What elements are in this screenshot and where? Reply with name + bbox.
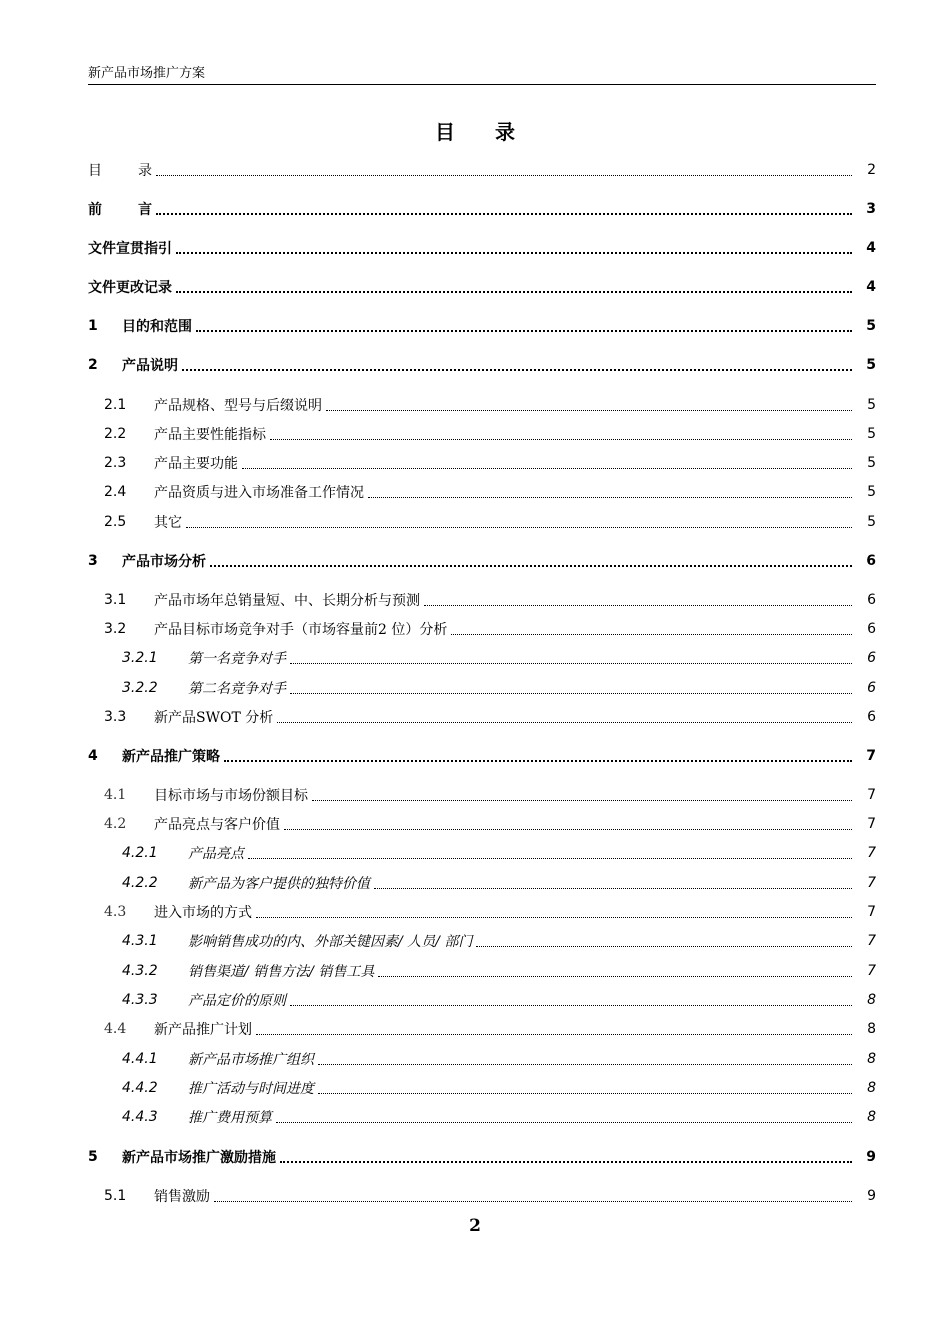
toc-entry-number: 2.1 [104,397,127,413]
toc-entry-number: 2.5 [104,514,127,530]
toc-entry[interactable] [88,1047,876,1071]
toc-entry-title: 目的和范围 [122,319,192,335]
toc-leader-dots [476,946,852,947]
toc-leader-dots [284,829,852,830]
toc-leader-dots [277,722,852,723]
toc-leader-dots [156,213,852,215]
toc-leader-dots [290,663,852,664]
toc-entry-title: 新产品推广策略 [122,749,220,765]
page-header: 新产品市场推广方案 [88,64,876,85]
toc-entry-number: 4.1 [104,787,127,803]
toc-entry-page: 3 [866,201,876,217]
toc-entry-number: 4.3.2 [122,963,158,979]
toc-leader-dots [256,917,852,918]
toc-entry-page: 7 [867,875,876,891]
toc-entry-title: 新产品推广计划 [154,1022,252,1038]
toc-entry-page: 5 [867,484,876,500]
toc-title: 目录 [435,120,555,144]
toc-entry-page: 4 [866,240,876,256]
toc-entry-title: 进入市场的方式 [154,905,252,921]
toc-entry-title: 第一名竞争对手 [188,651,286,667]
toc-leader-dots [368,497,852,498]
toc-entry-number: 4.4.3 [122,1109,158,1125]
toc-entry[interactable] [88,422,876,446]
toc-entry[interactable] [88,314,876,338]
toc-entry-page: 8 [867,1109,876,1125]
toc-entry-page: 5 [866,318,876,334]
toc-entry-number: 4.2.2 [122,875,158,891]
toc-entry-title: 产品说明 [122,358,178,374]
toc-entry-page: 8 [867,1021,876,1037]
toc-entry-number: 4.3 [104,904,127,920]
toc-entry-page: 8 [867,1080,876,1096]
toc-entry-number: 2.4 [104,484,127,500]
toc-entry-page: 7 [867,933,876,949]
toc-entry[interactable] [88,705,876,729]
toc-entry-page: 7 [867,845,876,861]
toc-entry-page: 9 [866,1149,876,1165]
toc-leader-dots [378,976,852,977]
toc-entry-page: 9 [867,1188,876,1204]
toc-leader-dots [196,330,852,332]
toc-entry-title: 言 [138,202,152,218]
toc-entry-number: 3.2.1 [122,650,158,666]
toc-entry-title: 产品市场年总销量短、中、长期分析与预测 [154,593,420,609]
toc-entry-title: 产品亮点 [188,846,244,862]
toc-leader-dots [326,410,852,411]
toc-entry-title: 销售激励 [154,1189,210,1205]
toc-entry[interactable] [88,676,876,700]
toc-entry-number: 4.3.1 [122,933,158,949]
toc-leader-dots [176,291,852,293]
toc-entry[interactable] [88,549,876,573]
toc-entry-page: 2 [867,162,876,178]
toc-entry-page: 6 [866,553,876,569]
toc-leader-dots [280,1161,852,1163]
toc-entry-page: 5 [867,426,876,442]
toc-entry[interactable] [88,451,876,475]
toc-entry[interactable] [88,275,876,299]
toc-entry-page: 7 [867,787,876,803]
page-number: 2 [469,1216,481,1236]
toc-entry-number: 4.2 [104,816,127,832]
toc-entry-title: 第二名竞争对手 [188,681,286,697]
toc-entry-title: 产品亮点与客户价值 [154,817,280,833]
toc-entry[interactable] [88,646,876,670]
toc-entry[interactable] [88,812,876,836]
toc-entry-title: 产品市场分析 [122,554,206,570]
toc-entry-page: 6 [867,650,876,666]
toc-leader-dots [210,565,852,567]
toc-entry-title: 影响销售成功的内、外部关键因素/ 人员/ 部门 [188,934,473,950]
toc-entry-number: 1 [88,318,98,334]
toc-entry-title: 产品资质与进入市场准备工作情况 [154,485,364,501]
toc-leader-dots [242,468,852,469]
toc-entry-page: 7 [867,963,876,979]
toc-entry-page: 6 [867,680,876,696]
toc-entry-number: 4.4 [104,1021,127,1037]
toc-entry-title: 文件宣贯指引 [88,241,172,257]
toc-leader-dots [451,634,852,635]
toc-leader-dots [270,439,852,440]
toc-entry-number: 3 [88,553,98,569]
toc-entry[interactable] [88,959,876,983]
toc-entry-number: 3.2.2 [122,680,158,696]
toc-entry[interactable] [88,1017,876,1041]
toc-entry-number: 3.2 [104,621,127,637]
toc-leader-dots [156,175,852,176]
toc-leader-dots [318,1064,852,1065]
toc-entry-title: 文件更改记录 [88,280,172,296]
toc-entry-page: 5 [867,455,876,471]
toc-entry-page: 5 [867,397,876,413]
toc-entry[interactable] [88,158,876,182]
toc-entry-page: 6 [867,709,876,725]
toc-entry-title: 产品定价的原则 [188,993,286,1009]
toc-entry[interactable] [88,353,876,377]
toc-entry[interactable] [88,617,876,641]
toc-entry-page: 8 [867,992,876,1008]
toc-leader-dots [224,760,852,762]
toc-entry-number: 4.4.1 [122,1051,158,1067]
toc-entry-number: 2 [88,357,98,373]
toc-entry[interactable] [88,871,876,895]
toc-entry-page: 6 [867,621,876,637]
toc-entry[interactable] [88,236,876,260]
toc-entry[interactable] [88,588,876,612]
toc-entry[interactable] [88,480,876,504]
toc-entry[interactable] [88,929,876,953]
toc-entry-number: 4.2.1 [122,845,158,861]
toc-entry[interactable] [88,1105,876,1129]
toc-leader-dots [176,252,852,254]
toc-entry-page: 7 [867,816,876,832]
toc-leader-dots [248,858,852,859]
toc-entry-title: 新产品市场推广激励措施 [122,1150,276,1166]
toc-entry[interactable] [88,1145,876,1169]
toc-entry-number: 3.3 [104,709,127,725]
toc-entry[interactable] [88,510,876,534]
toc-entry-title: 推广费用预算 [188,1110,272,1126]
toc-entry-page: 7 [866,748,876,764]
toc-entry-title: 产品主要功能 [154,456,238,472]
toc-entry[interactable] [88,197,876,221]
toc-entry-title: 新产品SWOT 分析 [154,710,274,726]
toc-entry[interactable] [88,744,876,768]
toc-leader-dots [290,693,852,694]
toc-leader-dots [312,800,852,801]
toc-entry[interactable] [88,988,876,1012]
toc-leader-dots [290,1005,852,1006]
toc-entry-number: 4.4.2 [122,1080,158,1096]
toc-entry-number: 5 [88,1149,98,1165]
toc-entry-title: 新产品为客户提供的独特价值 [188,876,370,892]
toc-entry-page: 7 [867,904,876,920]
toc-entry-number: 5.1 [104,1188,127,1204]
toc-entry[interactable] [88,1184,876,1208]
toc-entry-title: 录 [138,163,152,179]
toc-entry-number: 前 [88,202,102,218]
toc-entry-page: 6 [867,592,876,608]
toc-entry[interactable] [88,1076,876,1100]
toc-entry-page: 5 [866,357,876,373]
toc-entry[interactable] [88,841,876,865]
toc-entry[interactable] [88,900,876,924]
toc-entry-title: 产品目标市场竞争对手（市场容量前2 位）分析 [154,622,448,638]
toc-entry-number: 2.2 [104,426,127,442]
toc-leader-dots [318,1093,852,1094]
toc-entry-title: 销售渠道/ 销售方法/ 销售工具 [188,964,375,980]
toc-entry-page: 5 [867,514,876,530]
toc-entry-title: 新产品市场推广组织 [188,1052,314,1068]
toc-entry-title: 其它 [154,515,182,531]
toc-entry-title: 产品规格、型号与后缀说明 [154,398,322,414]
toc-entry[interactable] [88,783,876,807]
toc-leader-dots [424,605,852,606]
toc-leader-dots [186,527,852,528]
toc-entry[interactable] [88,393,876,417]
toc-entry-number: 3.1 [104,592,127,608]
toc-entry-page: 4 [866,279,876,295]
toc-leader-dots [374,888,852,889]
toc-leader-dots [276,1122,852,1123]
toc-entry-number: 4.3.3 [122,992,158,1008]
toc-entry-number: 2.3 [104,455,127,471]
toc-entry-title: 产品主要性能指标 [154,427,266,443]
toc-entry-title: 推广活动与时间进度 [188,1081,314,1097]
toc-entry-page: 8 [867,1051,876,1067]
toc-leader-dots [182,369,852,371]
toc-leader-dots [214,1201,852,1202]
toc-entry-number: 目 [88,163,102,179]
toc-entry-title: 目标市场与市场份额目标 [154,788,308,804]
toc-entry-number: 4 [88,748,98,764]
toc-leader-dots [256,1034,852,1035]
